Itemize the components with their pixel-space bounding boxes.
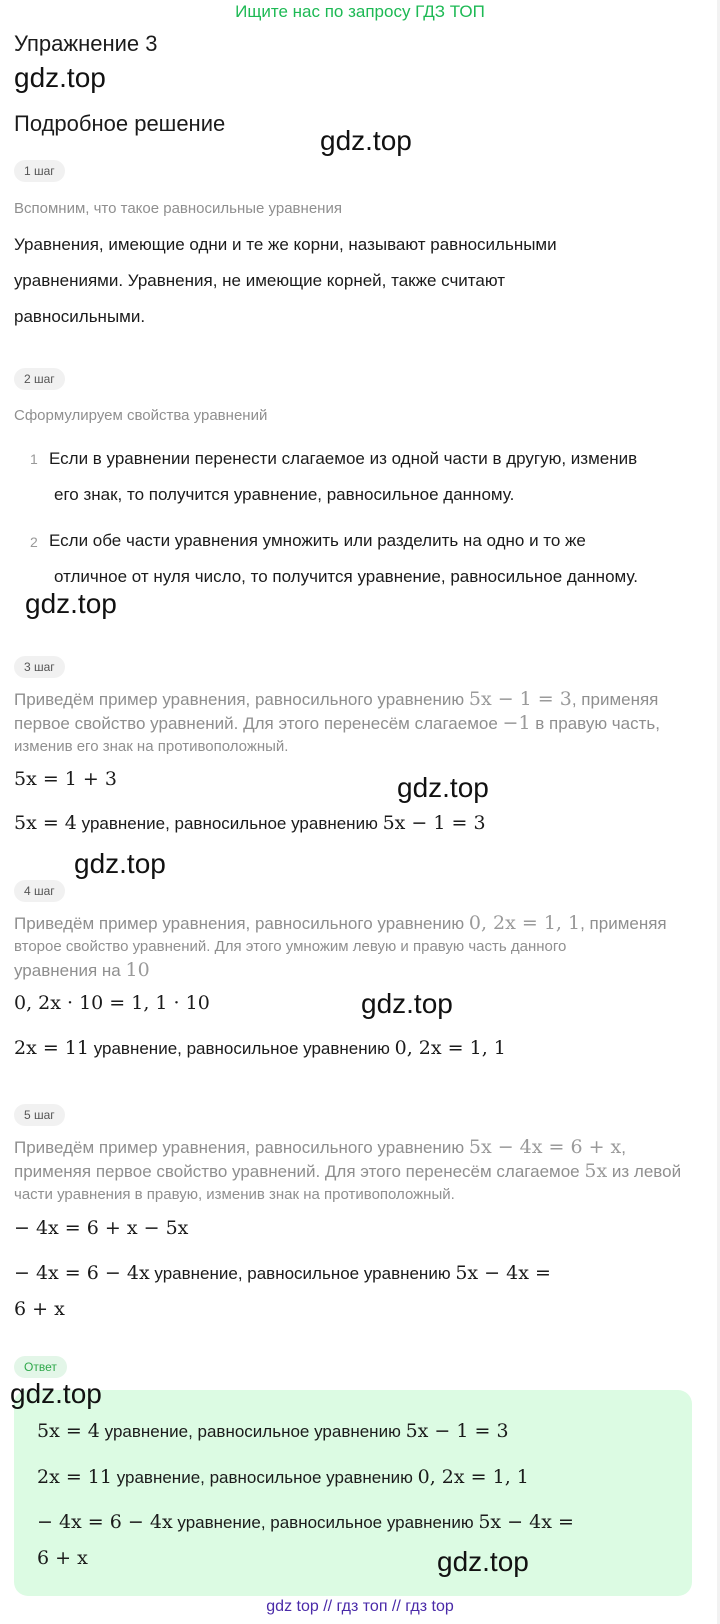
watermark: gdz.top (397, 772, 489, 803)
step-3-pill: 3 шаг (14, 656, 65, 678)
watermark: gdz.top (437, 1546, 529, 1577)
step-4-hint-line-3: уравнения на 10 (14, 959, 150, 981)
property-1-line-2: его знак, то получится уравнение, равносильное данному. (54, 485, 515, 504)
list-number-1: 1 (30, 451, 38, 467)
step-1-line-2: уравнениями. Уравнения, не имеющие корней, также считают (14, 271, 506, 290)
step-5-equation-1: − 4x = 6 + x − 5x (14, 1217, 189, 1239)
step-4-hint-line-1: Приведём пример уравнения, равносильного уравнению 0, 2x = 1, 1, применяя (14, 912, 667, 934)
step-1-line-3: равносильными. (14, 307, 146, 326)
step-3-hint-line-1: Приведём пример уравнения, равносильного уравнению 5x − 1 = 3, применяя (14, 688, 659, 710)
list-number-2: 2 (30, 534, 38, 550)
step-1-line-1: Уравнения, имеющие одни и те же корни, называют равносильными (14, 235, 557, 254)
step-2-hint: Сформулируем свойства уравнений (14, 407, 268, 424)
step-4-equation-2: 2x = 11 уравнение, равносильное уравнению 0, 2x = 1, 1 (14, 1037, 506, 1059)
step-5-pill: 5 шаг (14, 1104, 65, 1126)
step-5-equation-2-cont: 6 + x (14, 1298, 65, 1320)
answer-line-3: − 4x = 6 − 4x уравнение, равносильное уравнению 5x − 4x = (37, 1511, 574, 1533)
footer-links[interactable]: gdz top // гдз топ // гдз top (266, 1598, 454, 1615)
step-1-hint: Вспомним, что такое равносильные уравнения (14, 200, 342, 217)
watermark: gdz.top (10, 1378, 102, 1409)
step-4-hint-line-2: второе свойство уравнений. Для этого умножим левую и правую часть данного (14, 938, 567, 955)
promo-banner[interactable]: Ищите нас по запросу ГДЗ ТОП (235, 2, 485, 21)
step-5-equation-2: − 4x = 6 − 4x уравнение, равносильное уравнению 5x − 4x = (14, 1262, 551, 1284)
step-3-hint-line-2: первое свойство уравнений. Для этого перенесём слагаемое −1 в правую часть, (14, 712, 660, 734)
step-5-hint-line-2: применяя первое свойство уравнений. Для этого перенесём слагаемое 5x из левой (14, 1160, 682, 1182)
step-3-hint-line-3: изменив его знак на противоположный. (14, 738, 289, 755)
solution-heading: Подробное решение (14, 111, 226, 136)
step-4-pill: 4 шаг (14, 880, 65, 902)
watermark: gdz.top (320, 125, 412, 156)
answer-line-2: 2x = 11 уравнение, равносильное уравнению 0, 2x = 1, 1 (37, 1466, 529, 1488)
answer-line-3-cont: 6 + x (37, 1547, 88, 1569)
step-3-equation-1: 5x = 1 + 3 (14, 768, 117, 790)
step-4-equation-1: 0, 2x · 10 = 1, 1 · 10 (14, 992, 210, 1014)
step-5-hint-line-1: Приведём пример уравнения, равносильного уравнению 5x − 4x = 6 + x, (14, 1136, 627, 1158)
watermark: gdz.top (25, 588, 117, 619)
step-1-pill: 1 шаг (14, 160, 65, 182)
step-5-hint-line-3: части уравнения в правую, изменив знак на противоположный. (14, 1186, 455, 1203)
exercise-title: Упражнение 3 (14, 31, 158, 56)
answer-pill: Ответ (14, 1356, 67, 1378)
watermark: gdz.top (74, 848, 166, 879)
property-2-line-2: отличное от нуля число, то получится уравнение, равносильное данному. (54, 567, 638, 586)
step-3-equation-2: 5x = 4 уравнение, равносильное уравнению 5x − 1 = 3 (14, 812, 486, 834)
property-2-line-1: Если обе части уравнения умножить или разделить на одно и то же (49, 531, 586, 550)
step-2-pill: 2 шаг (14, 368, 65, 390)
answer-line-1: 5x = 4 уравнение, равносильное уравнению 5x − 1 = 3 (37, 1420, 509, 1442)
site-logo: gdz.top (14, 62, 106, 93)
property-1-line-1: Если в уравнении перенести слагаемое из одной части в другую, изменив (49, 449, 638, 468)
watermark: gdz.top (361, 988, 453, 1019)
